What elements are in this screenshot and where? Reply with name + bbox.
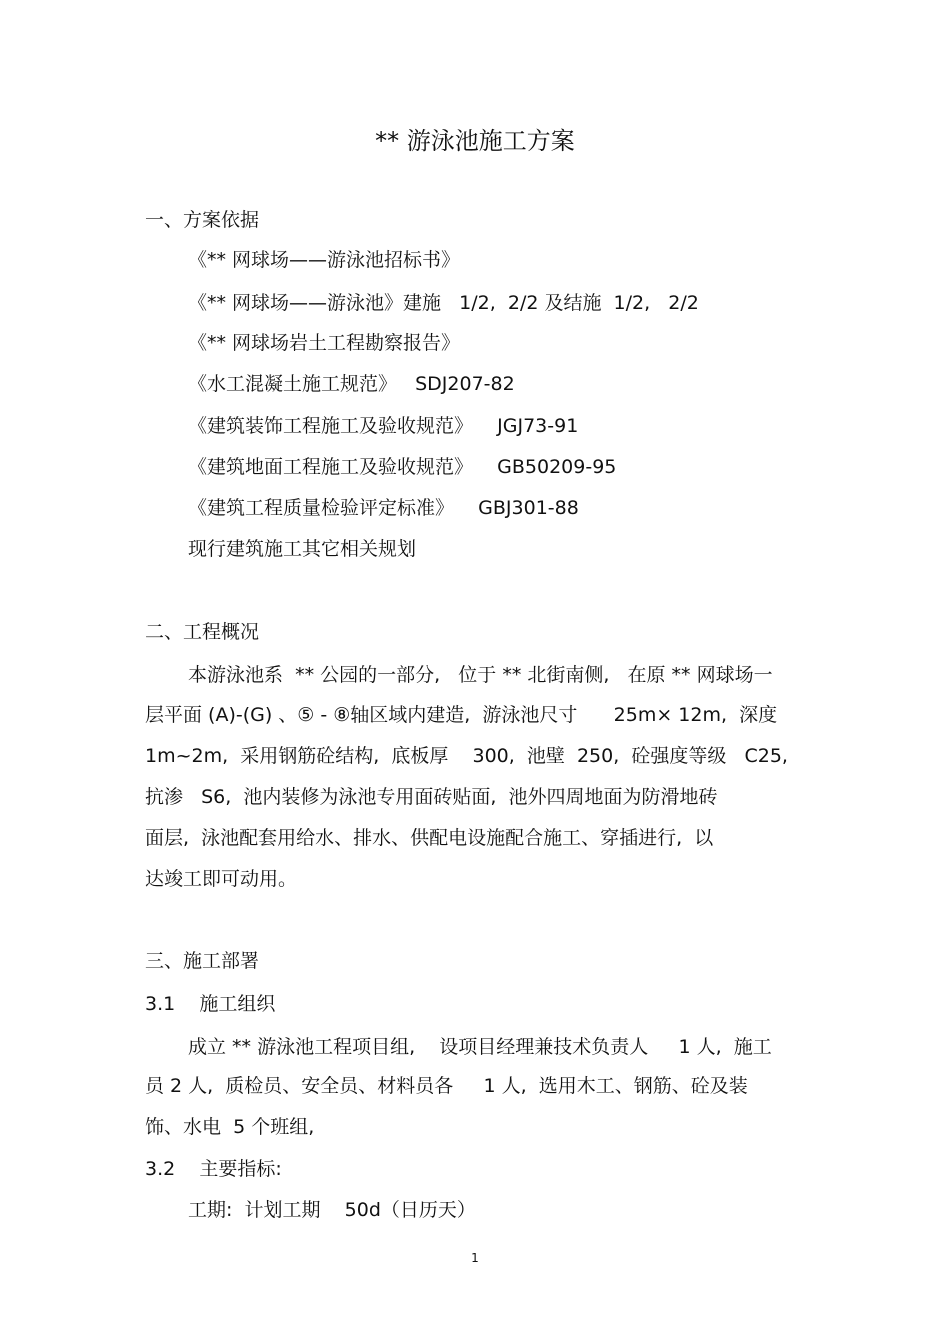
organization-line: 员 2 人, 质检员、安全员、材料员各 1 人, 选用木工、钢筋、砼及装 [145, 1075, 748, 1097]
reference-item: 《** 网球场岩土工程勘察报告》 [188, 332, 461, 354]
subsection-3-2-heading: 3.2 主要指标: [145, 1158, 282, 1180]
overview-line: 面层, 泳池配套用给水、排水、供配电设施配合施工、穿插进行, 以 [145, 827, 714, 849]
document-title: ** 游泳池施工方案 [375, 127, 575, 155]
overview-line: 本游泳池系 ** 公园的一部分, 位于 ** 北街南侧, 在原 ** 网球场一 [188, 664, 773, 686]
reference-item: 现行建筑施工其它相关规划 [188, 538, 417, 560]
reference-item: 《建筑地面工程施工及验收规范》 GB50209-95 [188, 456, 617, 478]
reference-item: 《** 网球场——游泳池招标书》 [188, 249, 461, 271]
section-3-heading: 三、施工部署 [145, 950, 260, 972]
page-number: 1 [471, 1251, 479, 1265]
organization-line: 成立 ** 游泳池工程项目组, 设项目经理兼技术负责人 1 人, 施工 [188, 1036, 772, 1058]
overview-line: 达竣工即可动用。 [145, 868, 298, 890]
section-2-heading: 二、工程概况 [145, 621, 260, 643]
reference-item: 《** 网球场——游泳池》建施 1/2, 2/2 及结施 1/2, 2/2 [188, 292, 699, 314]
overview-line: 层平面 (A)-(G) 、⑤ - ⑧轴区域内建造, 游泳池尺寸 25m× 12m, 深度 [145, 704, 778, 726]
overview-line: 1m~2m, 采用钢筋砼结构, 底板厚 300, 池壁 250, 砼强度等级 C25, [145, 745, 788, 767]
organization-line: 饰、水电 5 个班组, [145, 1116, 315, 1138]
reference-item: 《建筑装饰工程施工及验收规范》 JGJ73-91 [188, 415, 579, 437]
reference-item: 《水工混凝土施工规范》 SDJ207-82 [188, 373, 515, 395]
overview-line: 抗渗 S6, 池内装修为泳池专用面砖贴面, 池外四周地面为防滑地砖 [145, 786, 718, 808]
reference-item: 《建筑工程质量检验评定标准》 GBJ301-88 [188, 497, 579, 519]
section-1-heading: 一、方案依据 [145, 209, 260, 231]
subsection-3-1-heading: 3.1 施工组织 [145, 993, 276, 1015]
indicator-line: 工期: 计划工期 50d（日历天） [188, 1199, 476, 1221]
